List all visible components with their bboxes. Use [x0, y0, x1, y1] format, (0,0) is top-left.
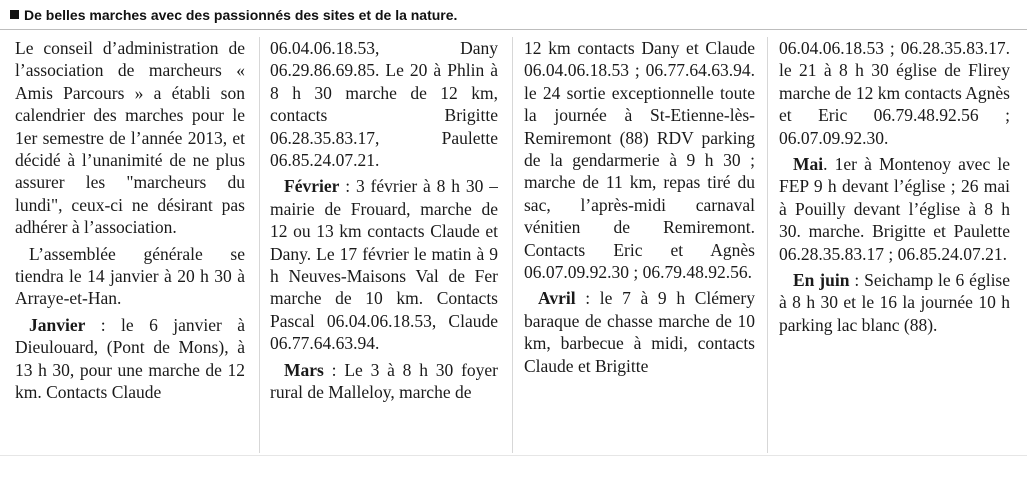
text-column-2 — [270, 37, 498, 455]
month-label: Janvier — [29, 314, 86, 335]
text-column-4 — [779, 37, 1010, 455]
paragraph: 12 km contacts Dany et Claude 06.04.06.18.53 ; 06.77.64.63.94. le 24 sortie exceptionnelle toute la journée à St-Etienne-lès-Remiremont (88) RDV parking de la gendarmerie à 9 h 30 ; marche de 11 km, repas tiré du sac, l’après-midi carnaval vénitien de Remiremont. Contacts Eric et Agnès 06.07.09.92.30 ; 06.79.48.92.56. — [524, 38, 755, 283]
month-label: Mars — [284, 359, 324, 380]
paragraph-avril: Avril : le 7 à 9 h Clémery baraque de chasse marche de 10 km, barbecue à midi, contacts Claude et Brigitte — [524, 288, 755, 376]
paragraph-mai: Mai. 1er à Montenoy avec le FEP 9 h devant l’église ; 26 mai à Pouilly devant l’église à 8 h 30. marche. Brigitte et Paulette 06.28.35.83.17 ; 06.85.24.07.21. — [779, 154, 1010, 264]
paragraph-mars: Mars : Le 3 à 8 h 30 foyer rural de Malleloy, marche de — [270, 359, 498, 403]
month-label: Février — [284, 176, 340, 197]
column-divider — [767, 37, 768, 453]
bottom-rule — [0, 455, 1027, 456]
month-label: Mai — [793, 154, 824, 175]
paragraph: L’assemblée générale se tiendra le 14 janvier à 20 h 30 à Arraye-et-Han. — [15, 243, 245, 309]
paragraph: 06.04.06.18.53, Dany 06.29.86.69.85. Le 20 à Phlin à 8 h 30 marche de 12 km, contacts Brigitte 06.28.35.83.17, Paulette 06.85.24.07.21. — [270, 38, 498, 171]
column-divider — [259, 37, 260, 453]
paragraph-fevrier: Février : 3 février à 8 h 30 – mairie de Frouard, marche de 12 ou 13 km contacts Claude et Dany. Le 17 février le matin à 9 h Neuves-Maisons Val de Fer marche de 10 km. Contacts Pascal 06.04.06.18.53, Claude 06.77.64.63.94. — [270, 176, 498, 354]
paragraph-juin: En juin : Seichamp le 6 église à 8 h 30 et le 16 la journée 10 h parking lac blanc (88). — [779, 270, 1010, 335]
article-headline — [0, 0, 1027, 30]
month-label: En juin — [793, 270, 850, 291]
column-divider — [512, 37, 513, 453]
square-bullet-icon — [10, 10, 19, 19]
text-column-3 — [524, 37, 755, 455]
paragraph: Le conseil d’administration de l’association de marcheurs « Amis Parcours » a établi son calendrier des marches pour le 1er semestre de l’année 2013, et décidé à l’unanimité de ne plus assurer les "marcheurs du lundi", ceux-ci ne désirant pas adhérer à l’association. — [15, 38, 245, 238]
month-label: Avril — [538, 288, 576, 309]
paragraph: 06.04.06.18.53 ; 06.28.35.83.17. le 21 à 8 h 30 église de Flirey marche de 12 km contacts Agnès et Eric 06.79.48.92.56 ; 06.07.09.92.30. — [779, 38, 1010, 148]
headline-text: De belles marches avec des passionnés des sites et de la nature. — [24, 6, 458, 23]
text-column-1 — [15, 37, 245, 455]
paragraph-janvier: Janvier : le 6 janvier à Dieulouard, (Pont de Mons), à 13 h 30, pour une marche de 12 km. Contacts Claude — [15, 314, 245, 403]
